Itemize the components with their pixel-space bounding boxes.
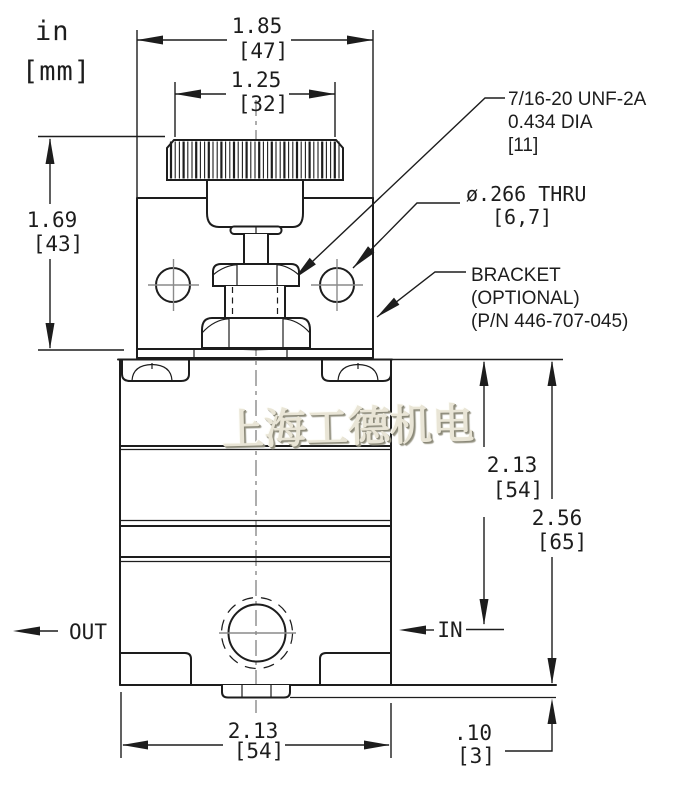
bracket-note-line3: (P/N 446-707-045) — [471, 311, 629, 332]
knob-knurled-cap — [167, 140, 343, 180]
annotation-mounting-hole — [466, 182, 586, 229]
dim-base-protrusion — [454, 699, 556, 769]
panel-nut — [213, 264, 299, 286]
dim-bracket-width-mm: [47] — [237, 39, 289, 63]
dim-body-height-mm: [65] — [536, 530, 588, 554]
bottom-notch-right — [320, 653, 390, 684]
valve-body — [118, 360, 556, 698]
bracket-note-line2: (OPTIONAL) — [471, 288, 580, 309]
stem-washer — [231, 227, 282, 235]
dim-in-port-height — [466, 361, 543, 630]
dim-body-height-in: 2.56 — [531, 506, 583, 530]
dim-body-width-in: 2.13 — [227, 719, 279, 743]
out-port-circle — [219, 598, 296, 669]
leader-mounting-hole — [353, 203, 460, 268]
adjustment-stem — [244, 234, 268, 264]
dim-in-port-height-in: 2.13 — [486, 453, 538, 477]
bracket-note-line1: BRACKET — [471, 265, 561, 286]
units-note — [22, 16, 91, 87]
bottom-notch-left — [121, 653, 191, 684]
screw-pocket-left — [122, 360, 189, 381]
dim-body-height — [532, 361, 588, 685]
hole-spec-line1: ø.266 THRU — [466, 182, 587, 206]
units-mm: [mm] — [22, 56, 92, 87]
knurl-hatching — [171, 142, 339, 179]
bracket-hole-left — [148, 259, 199, 311]
in-label: IN — [437, 618, 463, 642]
knob-skirt — [207, 180, 303, 227]
watermark: 上海工德机电 — [221, 399, 475, 455]
dim-knob-height-in: 1.69 — [26, 208, 78, 232]
dim-body-width — [122, 719, 390, 763]
thread-spec-line1: 7/16-20 UNF-2A — [508, 89, 647, 110]
dim-knob-diameter-in: 1.25 — [230, 68, 282, 92]
thread-spec-line3: [11] — [508, 135, 539, 156]
annotation-thread — [508, 89, 647, 156]
bottom-hex-plug — [222, 685, 290, 698]
out-label: OUT — [69, 620, 107, 644]
units-inch: in — [35, 16, 70, 47]
label-in — [399, 618, 463, 642]
dim-body-width-mm: [54] — [233, 739, 285, 763]
hole-spec-line2: [6,7] — [492, 205, 553, 229]
dim-knob-diameter-mm: [32] — [237, 92, 289, 116]
thread-section — [225, 286, 285, 318]
dim-knob-height-mm: [43] — [32, 232, 84, 256]
leader-bracket — [377, 272, 466, 317]
dim-knob-height — [27, 138, 84, 349]
dim-in-port-height-mm: [54] — [492, 478, 544, 502]
screw-pocket-right — [322, 360, 391, 381]
dim-base-protrusion-mm: [3] — [457, 744, 495, 768]
bracket-hole-right — [311, 259, 363, 311]
dim-bracket-width — [137, 14, 373, 63]
annotation-bracket — [471, 265, 628, 332]
dim-knob-diameter — [175, 68, 335, 116]
dim-bracket-width-in: 1.85 — [231, 14, 283, 38]
label-out — [13, 620, 107, 644]
jam-nut — [202, 318, 310, 350]
dim-base-protrusion-in: .10 — [454, 721, 492, 745]
thread-spec-line2: 0.434 DIA — [508, 112, 593, 133]
